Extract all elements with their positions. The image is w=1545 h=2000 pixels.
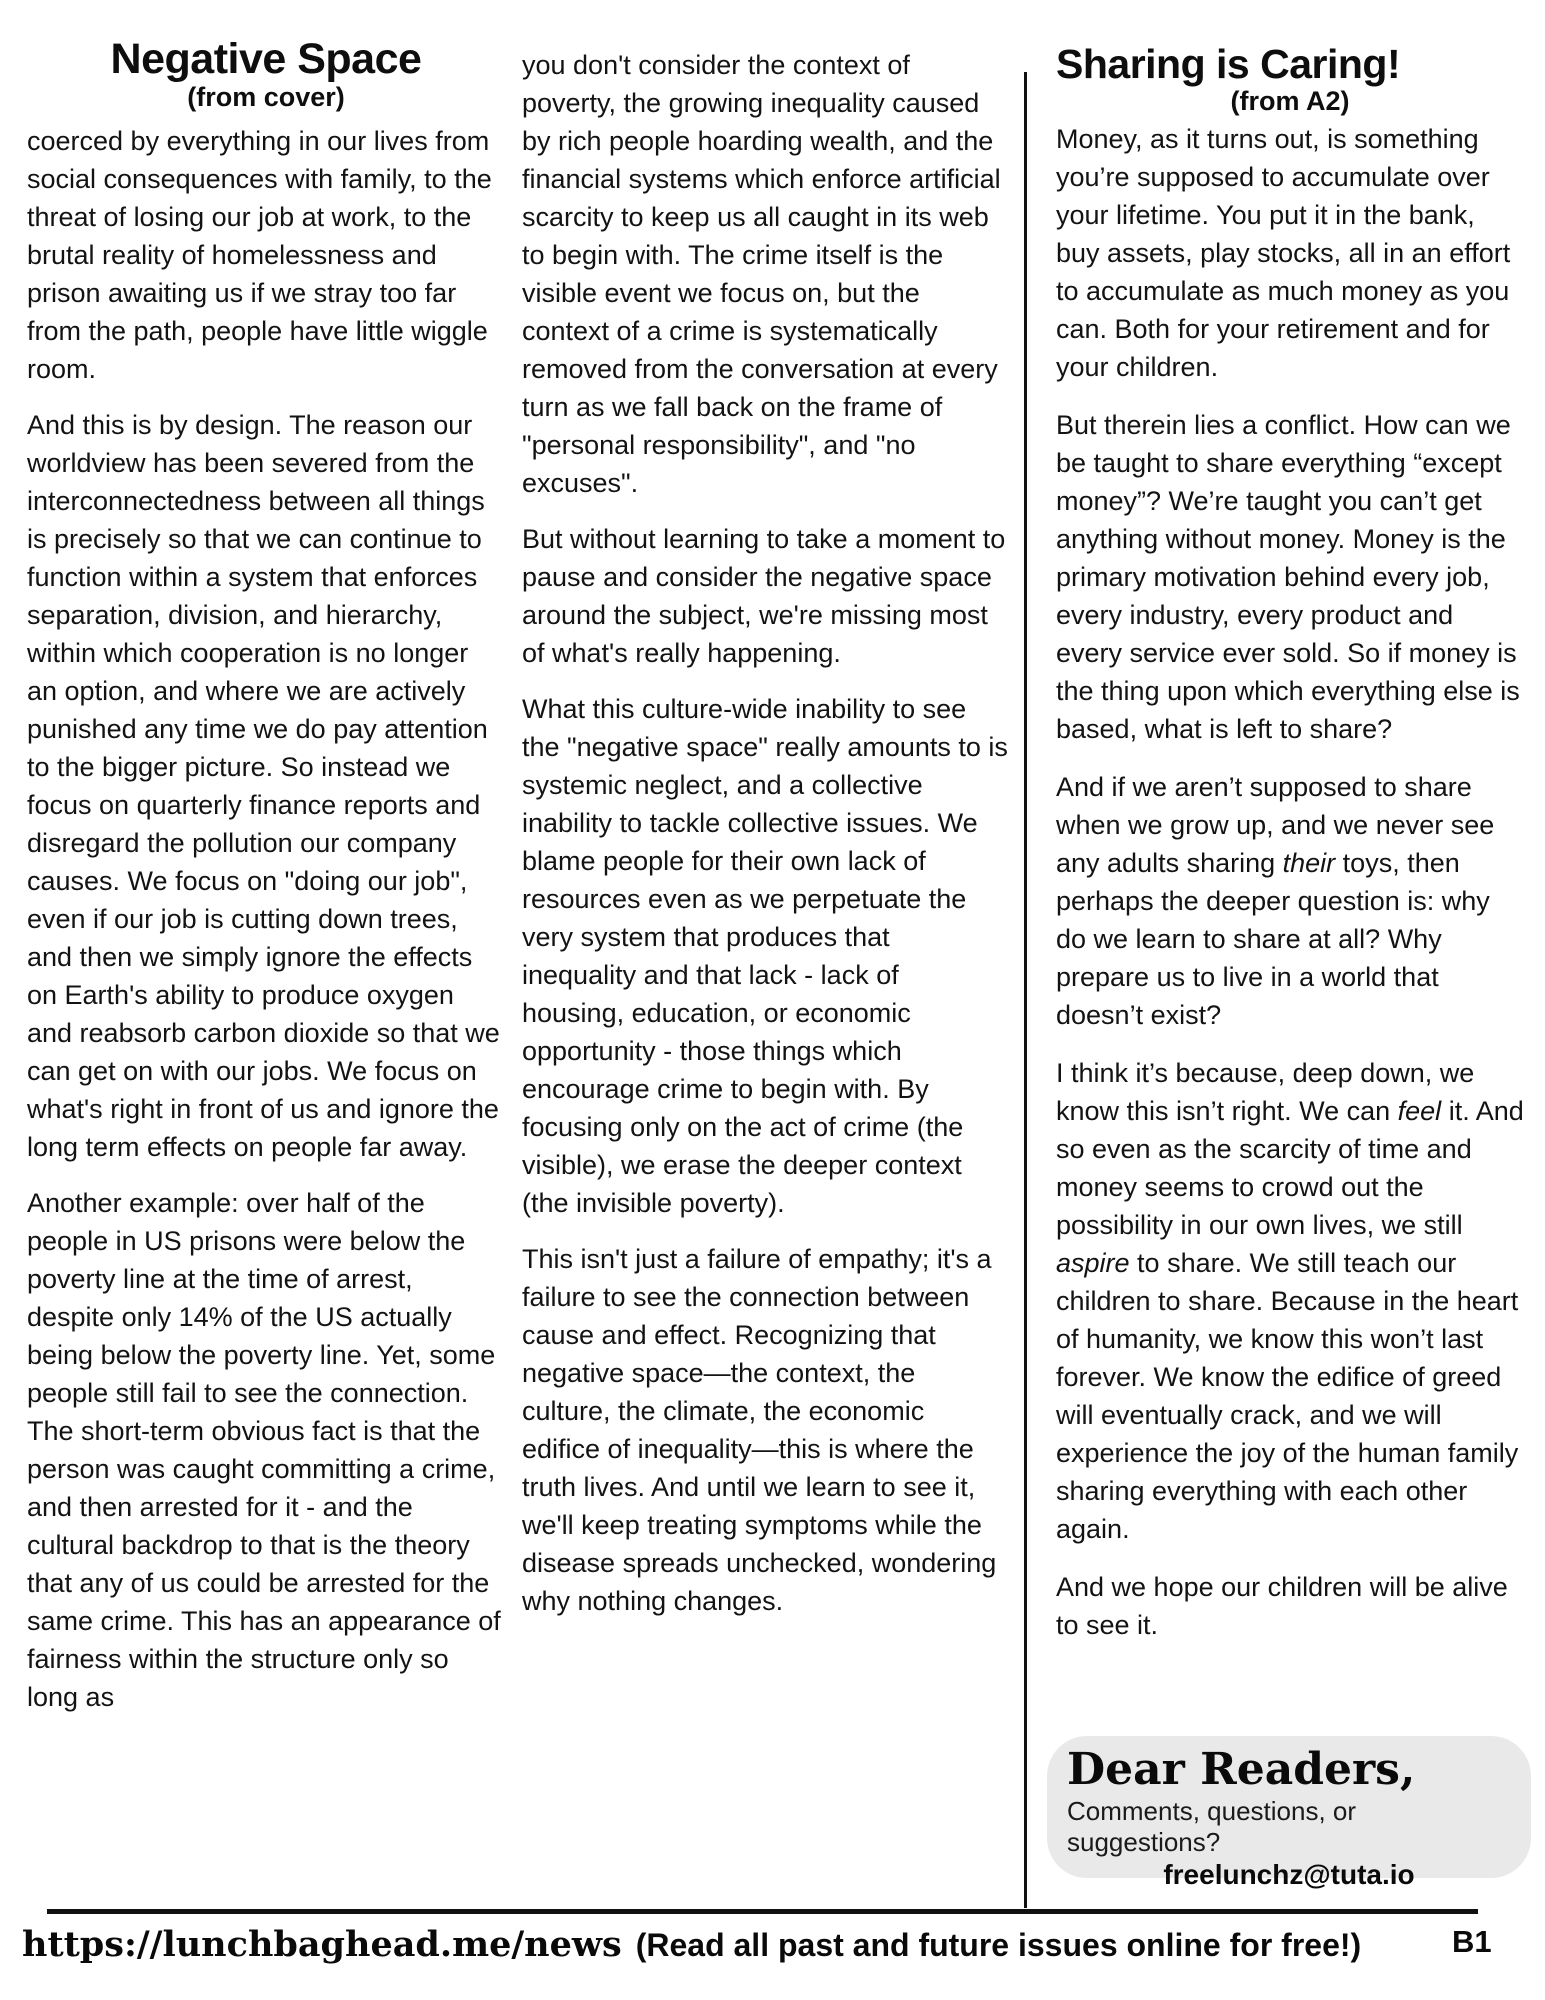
article-title-negative-space: Negative Space [110,35,422,83]
column-2-body [522,46,1008,1620]
footer-note: (Read all past and future issues online for free!) [635,1927,1362,1963]
column-negative-space [27,36,505,1734]
contact-email: freelunchz@tuta.io [1163,1859,1415,1890]
paragraph: But without learning to take a moment to pause and consider the negative space around the subject, we're missing most of what's really happening. [522,524,1006,668]
page-number: B1 [1452,1924,1492,1959]
italic-text: their [1282,848,1336,878]
column-continuation [522,46,1008,1638]
dear-readers-box [1047,1736,1531,1890]
italic-text: feel [1397,1096,1442,1126]
italic-text: aspire [1056,1248,1130,1278]
column-divider-rule [1024,72,1027,1908]
paragraph: And if we aren’t supposed to share when we grow up, and we never see any adults sharing their toys, then perhaps the deeper question is: why do we learn to share at all? Why prepare us to live in a world that doesn’t exist? [1056,772,1495,1030]
article-subtitle-negative-space: (from cover) [187,82,345,112]
paragraph: But therein lies a conflict. How can we be taught to share everything “except money”? We’re taught you can’t get anything without money. Money is the primary motivation behind every job, every industry, every product and every service ever sold. So if money is the thing upon which everything else is based, what is left to share? [1056,410,1520,744]
paragraph: Another example: over half of the people in US prisons were below the poverty line at the time of arrest, despite only 14% of the US actually being below the poverty line. Yet, some people still fail to see the connection. The short-term obvious fact is that the person was caught committing a crime, and then arrested for it - and the cultural backdrop to that is the theory that any of us could be arrested for the same crime. This has an appearance of fairness within the structure only so long as [27,1188,501,1712]
column-3-body [1056,120,1524,1644]
footer-rule [47,1909,1478,1914]
column-1-body [27,122,505,1716]
paragraph: I think it’s because, deep down, we know this isn’t right. We can feel it. And so even as the scarcity of time and money seems to crowd out the possibility in our own lives, we still aspire to share. We still teach our children to share. Because in the heart of humanity, we know this won’t last forever. We know the edifice of greed will eventually crack, and we will experience the joy of the human family sharing everything with each other again. [1056,1058,1524,1544]
article-title-sharing-is-caring: Sharing is Caring! [1056,41,1401,87]
paragraph: What this culture-wide inability to see the "negative space" really amounts to is systemic neglect, and a collective inability to tackle collective issues. We blame people for their own lack of resources even as we perpetuate the very system that produces that inequality and that lack - lack of housing, education, or economic opportunity - those things which encourage crime to begin with. By focusing only on the act of crime (the visible), we erase the deeper context (the invisible poverty). [522,694,1008,1218]
paragraph: coerced by everything in our lives from social consequences with family, to the threat of losing our job at work, to the brutal reality of homelessness and prison awaiting us if we stray too far from the path, people have little wiggle room. [27,126,492,384]
paragraph: And this is by design. The reason our worldview has been severed from the interconnectedness between all things is precisely so that we can continue to function within a system that enforces separation, division, and hierarchy, within which cooperation is no longer an option, and where we are actively punished any time we do pay attention to the bigger picture. So instead we focus on quarterly finance reports and disregard the pollution our company causes. We focus on "doing our job", even if our job is cutting down trees, and then we simply ignore the effects on Earth's ability to produce oxygen and reabsorb carbon dioxide so that we can get on with our jobs. We focus on what's right in front of us and ignore the long term effects on people far away. [27,410,500,1162]
footer-url: https://lunchbaghead.me/news [22,1924,622,1965]
dear-readers-title: Dear Readers, [1067,1744,1416,1795]
paragraph: This isn't just a failure of empathy; it's a failure to see the connection between cause and effect. Recognizing that negative space—the context, the culture, the climate, the economic edifice of inequality—this is where the truth lives. And until we learn to see it, we'll keep treating symptoms while the disease spreads unchecked, wondering why nothing changes. [522,1244,997,1616]
footer [22,1924,1452,1965]
dear-readers-prompt: Comments, questions, or suggestions? [1067,1796,1357,1857]
column-sharing-is-caring [1056,42,1524,1664]
paragraph: you don't consider the context of poverty, the growing inequality caused by rich people hoarding wealth, and the financial systems which enforce artificial scarcity to keep us all caught in its web to begin with. The crime itself is the visible event we focus on, but the context of a crime is systematically removed from the conversation at every turn as we fall back on the frame of "personal responsibility", and "no excuses". [522,50,1001,498]
article-subtitle-sharing-is-caring: (from A2) [1230,86,1350,116]
paragraph: Money, as it turns out, is something you’re supposed to accumulate over your lifetime. You put it in the bank, buy assets, play stocks, all in an effort to accumulate as much money as you can. Both for your retirement and for your children. [1056,124,1511,382]
paragraph: And we hope our children will be alive to see it. [1056,1572,1508,1640]
